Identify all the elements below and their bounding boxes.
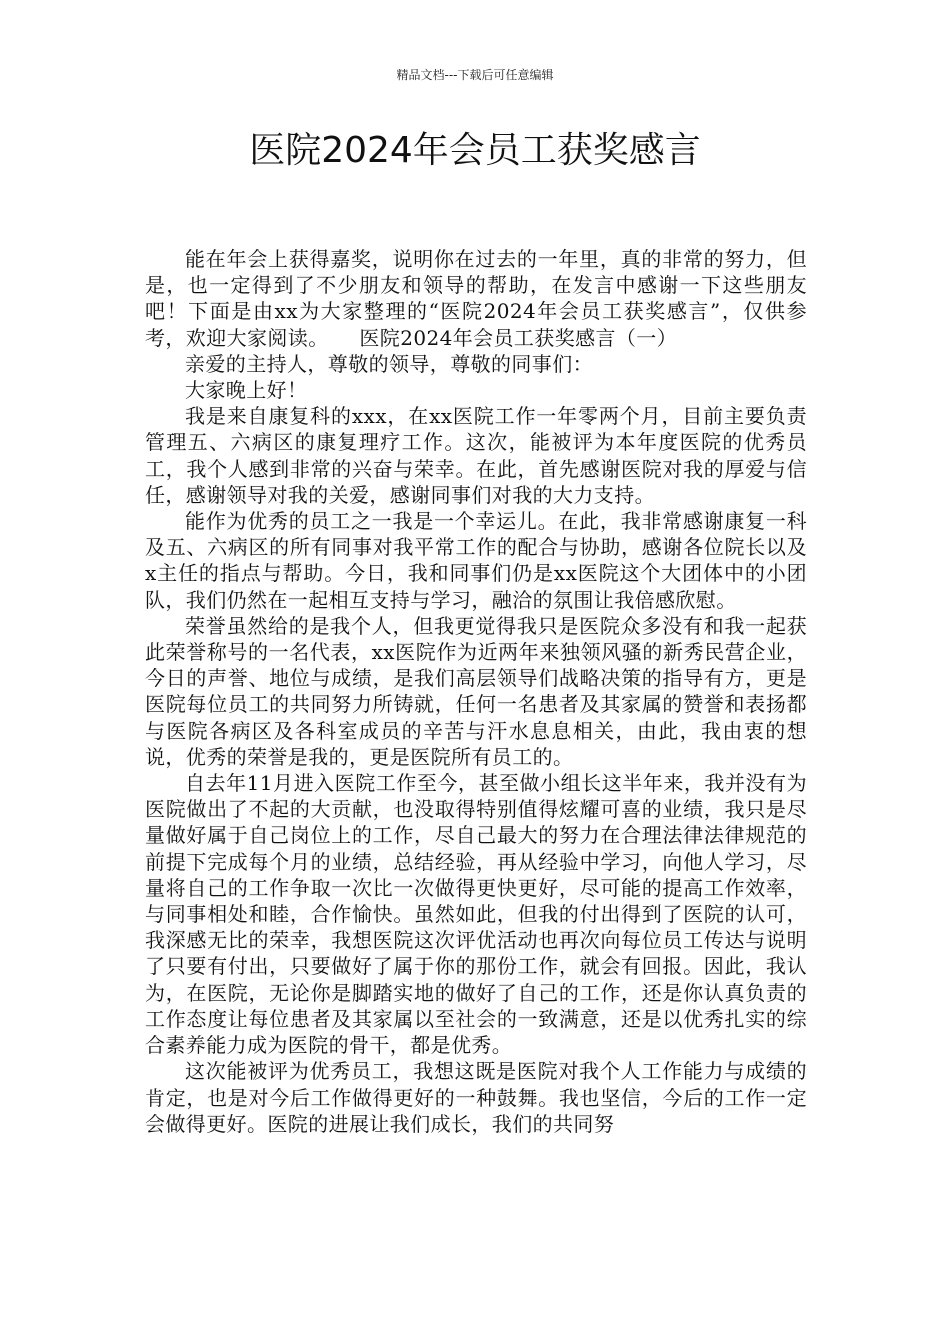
document-title: 医院2024年会员工获奖感言 [249, 130, 701, 171]
page-header-note: 精品文档---下载后可任意编辑 [396, 68, 554, 82]
document-body [145, 246, 807, 1137]
paragraph-intro: 能在年会上获得嘉奖，说明你在过去的一年里，真的非常的努力，但是，也一定得到了不少朋友和领导的帮助，在发言中感谢一下这些朋友吧！下面是由xx为大家整理的“医院2024年会员工获奖感言”，仅供参考，欢迎大家阅读。 医院2024年会员工获奖感言（一） [145, 247, 807, 350]
paragraph-self-introduction: 我是来自康复科的xxx，在xx医院工作一年零两个月，目前主要负责管理五、六病区的康复理疗工作。这次，能被评为本年度医院的优秀员工，我个人感到非常的兴奋与荣幸。在此，首先感谢医院对我的厚爱与信任，感谢领导对我的关爱，感谢同事们对我的大力支持。 [145, 404, 807, 507]
paragraph-closing: 这次能被评为优秀员工，我想这既是医院对我个人工作能力与成绩的肯定，也是对今后工作做得更好的一种鼓舞。我也坚信，今后的工作一定会做得更好。医院的进展让我们成长，我们的共同努 [145, 1059, 807, 1136]
paragraph-work-review: 自去年11月进入医院工作至今，甚至做小组长这半年来，我并没有为医院做出了不起的大贡献，也没取得特别值得炫耀可喜的业绩，我只是尽量做好属于自己岗位上的工作，尽自己最大的努力在合理法律法律规范的前提下完成每个月的业绩，总结经验，再从经验中学习，向他人学习，尽量将自己的工作争取一次比一次做得更快更好，尽可能的提高工作效率，与同事相处和睦，合作愉快。虽然如此，但我的付出得到了医院的认可，我深感无比的荣幸，我想医院这次评优活动也再次向每位员工传达与说明了只要有付出，只要做好了属于你的那份工作，就会有回报。因此，我认为，在医院，无论你是脚踏实地的做好了自己的工作，还是你认真负责的工作态度让每位患者及其家属以至社会的一致满意，还是以优秀扎实的综合素养能力成为医院的骨干，都是优秀。 [145, 771, 807, 1058]
paragraph-greeting: 大家晚上好！ [185, 378, 308, 403]
paragraph-thanks-colleagues: 能作为优秀的员工之一我是一个幸运儿。在此，我非常感谢康复一科及五、六病区的所有同事对我平常工作的配合与协助，感谢各位院长以及x主任的指点与帮助。今日，我和同事们仍是xx医院这个大团体中的小团队，我们仍然在一起相互支持与学习，融洽的氛围让我倍感欣慰。 [145, 509, 807, 612]
paragraph-salutation: 亲爱的主持人，尊敬的领导，尊敬的同事们： [185, 351, 593, 376]
paragraph-honor: 荣誉虽然给的是我个人，但我更觉得我只是医院众多没有和我一起获此荣誉称号的一名代表，xx医院作为近两年来独领风骚的新秀民营企业，今日的声誉、地位与成绩，是我们高层领导们战略决策的指导有方，更是医院每位员工的共同努力所铸就，任何一名患者及其家属的赞誉和表扬都与医院各病区及各科室成员的辛苦与汗水息息相关，由此，我由衷的想说，优秀的荣誉是我的，更是医院所有员工的。 [145, 613, 807, 769]
